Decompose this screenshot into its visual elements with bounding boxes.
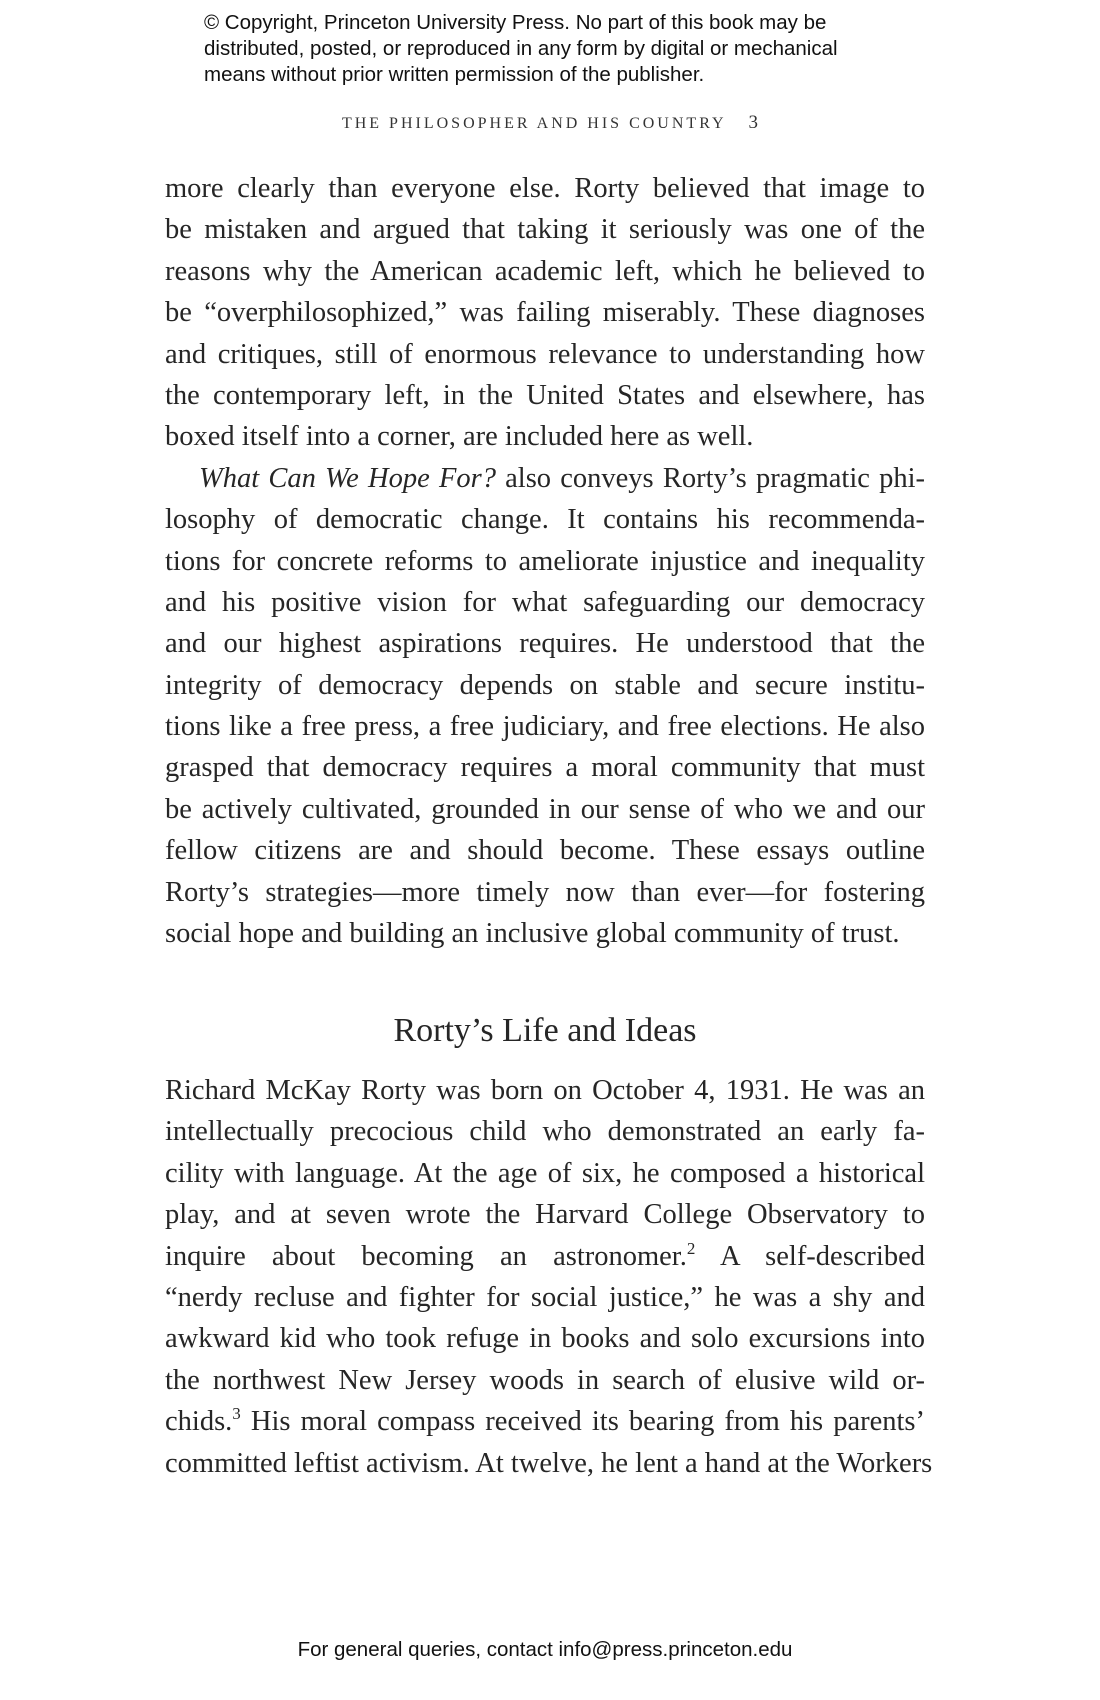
text-line — [165, 1401, 925, 1442]
text-segment: A self-described — [695, 1240, 925, 1272]
text-segment: be actively cultivated, grounded in our sense of who we and our — [165, 793, 925, 825]
text-segment: chids. — [165, 1406, 233, 1438]
text-segment: tions for concrete reforms to ameliorate injustice and inequality — [165, 545, 925, 577]
text-line — [165, 292, 925, 333]
text-segment: reasons why the American academic left, which he believed to — [165, 255, 925, 287]
text-segment: awkward kid who took refuge in books and solo excursions into — [165, 1323, 925, 1355]
text-line — [165, 913, 925, 954]
text-segment: His moral compass received its bearing from his parents’ — [240, 1406, 925, 1438]
footnote-reference: 3 — [232, 1404, 241, 1424]
text-segment: losophy of democratic change. It contains his recommenda- — [165, 504, 925, 536]
copyright-line: distributed, posted, or reproduced in any form by digital or mechanical — [204, 37, 838, 60]
text-line — [165, 1443, 933, 1484]
text-line — [165, 334, 925, 375]
text-segment: committed leftist activism. At twelve, he lent a hand at the Workers — [165, 1447, 933, 1479]
text-segment: and his positive vision for what safeguarding our democracy — [165, 586, 925, 618]
text-line — [165, 375, 925, 416]
text-line — [165, 541, 925, 582]
text-line — [165, 1194, 925, 1235]
text-segment: social hope and building an inclusive global community of trust. — [165, 918, 900, 950]
running-head — [0, 112, 1100, 134]
footer-contact: For general queries, contact info@press.princeton.edu — [297, 1638, 793, 1661]
text-segment: integrity of democracy depends on stable and secure institu- — [165, 669, 925, 701]
paragraph — [165, 458, 925, 955]
footnote-reference: 2 — [686, 1238, 696, 1258]
text-segment: “nerdy recluse and fighter for social justice,” he was a shy and — [165, 1281, 925, 1313]
text-line — [165, 747, 925, 788]
text-line — [165, 1111, 925, 1152]
text-line — [165, 623, 925, 664]
paragraph — [165, 1070, 933, 1484]
text-line — [165, 251, 925, 292]
text-segment: more clearly than everyone else. Rorty believed that image to — [165, 173, 925, 204]
text-line — [165, 789, 925, 830]
text-segment: boxed itself into a corner, are included here as well. — [165, 421, 754, 453]
text-line — [165, 830, 925, 871]
text-segment: the contemporary left, in the United States and elsewhere, has — [165, 379, 925, 411]
running-head-title: THE PHILOSOPHER AND HIS COUNTRY — [341, 115, 727, 132]
body-text-top — [165, 168, 925, 954]
text-segment: fellow citizens are and should become. These essays outline — [165, 835, 925, 867]
text-line — [165, 665, 925, 706]
text-segment: grasped that democracy requires a moral community that must — [165, 752, 925, 784]
text-line — [165, 582, 925, 623]
copyright-notice — [204, 10, 924, 88]
text-segment: cility with language. At the age of six, he composed a historical — [165, 1157, 925, 1189]
text-line — [165, 1070, 925, 1111]
text-line — [165, 168, 925, 209]
text-line — [165, 1153, 925, 1194]
text-segment: tions like a free press, a free judiciary, and free elections. He also — [165, 711, 925, 743]
copyright-line: means without prior written permission of the publisher. — [204, 63, 705, 86]
text-segment: be “overphilosophized,” was failing miserably. These diagnoses — [165, 297, 925, 329]
text-segment: also conveys Rorty’s pragmatic phi- — [495, 462, 925, 494]
paragraph — [165, 168, 925, 458]
section-heading: Rorty’s Life and Ideas — [393, 1012, 697, 1049]
text-line — [165, 458, 925, 499]
text-segment: Rorty’s strategies—more timely now than ever—for fostering — [165, 876, 925, 908]
text-segment: play, and at seven wrote the Harvard College Observatory to — [165, 1199, 925, 1231]
text-segment: and our highest aspirations requires. He understood that the — [165, 628, 925, 660]
text-line — [165, 1318, 925, 1359]
text-line — [165, 1360, 925, 1401]
page-number: 3 — [748, 112, 759, 133]
body-text-bottom — [165, 1070, 933, 1484]
text-segment: and critiques, still of enormous relevance to understanding how — [165, 338, 925, 370]
text-segment: inquire about becoming an astronomer. — [165, 1240, 687, 1272]
text-line — [165, 416, 925, 457]
copyright-line: © Copyright, Princeton University Press. No part of this book may be — [204, 11, 827, 34]
text-line — [165, 209, 925, 250]
text-line — [165, 1236, 925, 1277]
text-segment: be mistaken and argued that taking it seriously was one of the — [165, 214, 925, 246]
text-line — [165, 499, 925, 540]
text-line — [165, 1277, 925, 1318]
text-line — [165, 706, 925, 747]
text-segment: the northwest New Jersey woods in search of elusive wild or- — [165, 1364, 925, 1396]
text-line — [165, 872, 925, 913]
text-segment: intellectually precocious child who demonstrated an early fa- — [165, 1116, 925, 1148]
text-segment: Richard McKay Rorty was born on October 4, 1931. He was an — [165, 1075, 925, 1106]
book-title: What Can We Hope For? — [199, 462, 496, 494]
